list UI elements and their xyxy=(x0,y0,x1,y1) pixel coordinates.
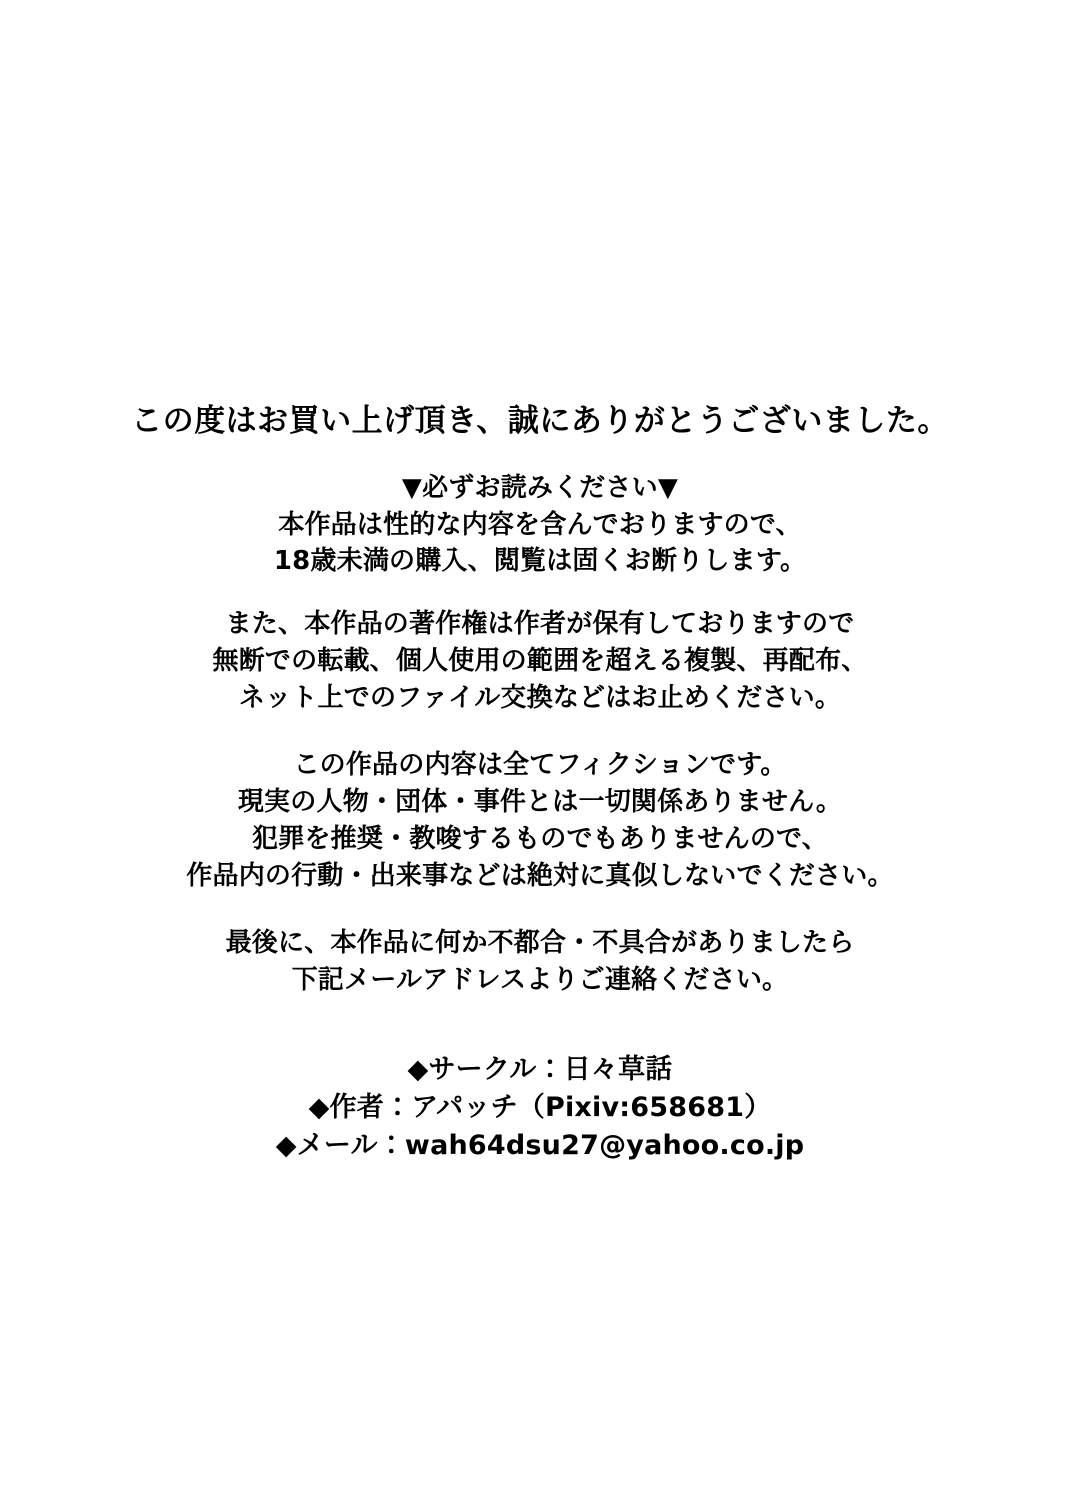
copyright-line-1: また、本作品の著作権は作者が保有しておりますので xyxy=(225,609,855,640)
fiction-line-1: この作品の内容は全てフィクションです。 xyxy=(293,750,787,781)
credit-mail: ◆メール：wah64dsu27@yahoo.co.jp xyxy=(275,1130,805,1162)
credit-circle: ◆サークル：日々草話 xyxy=(407,1053,673,1085)
copyright-line-2: 無断での転載、個人使用の範囲を超える複製、再配布、 xyxy=(212,646,868,677)
fiction-disclaimer-block xyxy=(0,747,1080,895)
notice-line-2: 18歳未満の購入、閲覧は固くお断りします。 xyxy=(273,546,807,577)
copyright-line-3: ネット上でのファイル交換などはお止めください。 xyxy=(238,683,842,714)
notice-line-1: 本作品は性的な内容を含んでおりますので、 xyxy=(278,509,802,540)
credit-author: ◆作者：アパッチ（Pixiv:658681） xyxy=(308,1091,772,1123)
contact-line-1: 最後に、本作品に何か不都合・不具合がありましたら xyxy=(225,927,855,958)
notice-title: ▼必ずお読みください▼ xyxy=(401,472,679,503)
afterword-content xyxy=(0,402,1080,1166)
fiction-line-4: 作品内の行動・出来事などは絶対に真似しないでください。 xyxy=(186,860,894,891)
credits-block xyxy=(0,1051,1080,1166)
notice-block xyxy=(0,470,1080,581)
fiction-line-2: 現実の人物・団体・事件とは一切関係ありません。 xyxy=(237,787,843,818)
copyright-block xyxy=(0,606,1080,717)
fiction-line-3: 犯罪を推奨・教唆するものでもありませんので、 xyxy=(252,823,828,854)
contact-line-2: 下記メールアドレスよりご連絡ください。 xyxy=(291,964,789,995)
contact-block xyxy=(0,925,1080,999)
thank-you-headline: この度はお買い上げ頂き、誠にありがとうございました。 xyxy=(131,403,949,439)
